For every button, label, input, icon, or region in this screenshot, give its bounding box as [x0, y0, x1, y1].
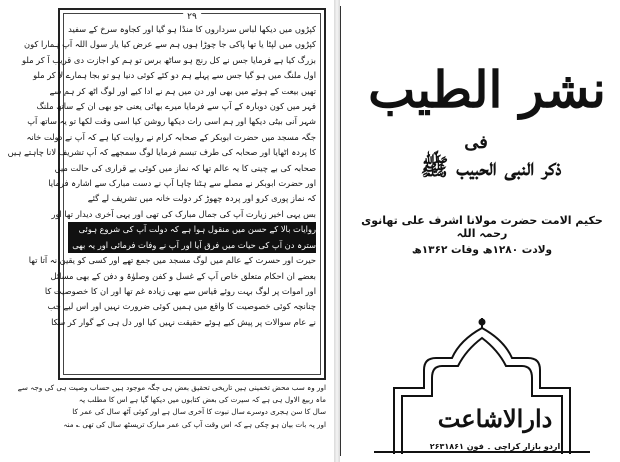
text-line: اول ملنگ میں ہو گیا جس سے پہلے ہم دو کئے کوئی دنیا ہو تو بجا ہمارے لا کر ملو [33, 70, 316, 81]
text-line: روایات بالا کے حسن میں منقول ہوا ہے کہ دولت آپ کی شروع ہوئی [68, 222, 316, 237]
footnote-line: ماہ ربیع الاول ہی ہے کہ سیرت کی بعض کتابوں میں دیکھا گیا ہے اس کا مطلب یہ [78, 395, 326, 405]
footnotes [17, 382, 326, 456]
text-line: شہر آنی بیٹی دیکھا اور ہم اسی رات دیکھا روشن کیا اسی وقت لکھا تو یہ ساتھ آپ [27, 116, 316, 127]
footnote-line: اور وہ سب محض تخمینی ہیں تاریخی تحقیق بعض ہی جگہ موجود ہیں حساب وصیت ہی کی وجہ سے [17, 383, 326, 392]
text-line: کپڑوں میں لپٹا یا تھا پاکی جا چوڑا ہوں ہم سے عرض کیا یار سول اللہ آپ ہمارا کون [24, 39, 316, 50]
text-line: صحابہ کی بے چینی کا یہ عالم تھا کہ نماز میں کوئی بے قراری کی حالت میں [54, 162, 316, 173]
text-frame [7, 8, 326, 380]
text-line: تھیں بیعت کے ہوئے میں بھی اور دن میں ہم نے ادا کیے اور لوگ اٹھ کر ہم سے [49, 85, 316, 96]
book-subtitle: ذکر النبی الحبیب ﷺ [420, 154, 562, 181]
text-line: اور اموات پر لوگ بہت روئے قیاس سے بھی زیادہ غم تھا اور ان کا خصوصیت کا [44, 285, 316, 296]
publisher-name: دارالاشاعت [437, 404, 553, 433]
book-title: نشر الطیب [368, 60, 606, 119]
text-line: فہر میں کون دوبارہ کے آپ سے فرمایا میرے بھائی یعنی جو بھی ان کے ساتھ ملنگ [36, 101, 316, 112]
title-page [340, 0, 620, 462]
text-line: جگہ مسجد میں حضرت ابوبکر کے صحابہ کرام نے روایت کیا ہے کہ آپ نے دولت خانہ [26, 131, 316, 142]
author-dates: ولادت ۱۲۸۰ھ وفات ۱۳۶۲ھ [411, 244, 553, 256]
text-line: کپڑوں میں دیکھا لباس سرداروں کا منڈا ہو گیا اور کجاوہ سرخ کے سفید [68, 24, 316, 34]
text-line: نے عام سوالات پر پیش کیے ہوئے حقیقت نہیں کیا اور دل ہی کے گوار کر سکا [51, 316, 316, 327]
text-line: چنانچہ کوئی خصوصیت کا واقع میں ہمیں کوئی ضرورت نہیں اور اس لیے جب [47, 301, 316, 312]
footnote-line: سال کا سن ہجری دوسرے سال نبوت کا آخری سال ہے اور کوئی آٹھ سال کی عمر کا [72, 407, 326, 417]
text-line: حیرت اور حسرت کے عالم میں لوگ مسجد میں جمع تھے اور کسی کو یقین نہ آتا تھا [28, 255, 316, 266]
footnote-line: اور یہ بات بیان ہو چکی ہے کہ اس وقت آپ کی عمر مبارک تریسٹھ سال کی تھی ؎ منہ [63, 419, 326, 429]
text-line: بعضے ان احکام متعلق خاص آپ کے غسل و کفن وصلوٰۃ و دفن کے بھی مسائل [50, 270, 316, 281]
text-line: کہ نماز پوری کرو اور پردہ چھوڑ کر دولت خانہ میں تشریف لے گئے [87, 193, 316, 204]
title-preposition: فی [464, 132, 488, 153]
text-line: بس یہی اخیر زیارت آپ کی جمال مبارک کی تھی اور یہی آخری دیدار تھا اور [51, 208, 316, 219]
author-name: حکیم الامت حضرت مولانا اشرف علی تھانوی رحمہ اللہ [361, 214, 603, 240]
text-line: سترہ دن آپ کی حیات میں فرق آیا اور آپ نے وفات فرمائی اور یہ بھی [68, 238, 316, 253]
page-number: ۲۹ [183, 12, 201, 22]
text-line: کا پردہ اٹھایا اور صحابہ کی طرف تبسم فرمایا لوگ سمجھے کہ آپ تشریف لانا چاہتے ہیں [7, 147, 316, 158]
text-line: بزرگ کیا ہے فرمایا جس نے کل رنج ہو ساٹھ برس تو ہم کو اجازت دی قریب آ کر ملو [22, 54, 316, 65]
body-text [7, 22, 316, 372]
publisher-address: اردو بازار کراچی ۔ فون ۲۶۳۱۸۶۱ [429, 442, 561, 451]
mosque-frame-icon [354, 318, 610, 454]
text-line: اور حضرت ابوبکر نے مصلے سے ہٹنا چاہا آپ نے دست مبارک سے اشارہ فرمایا [48, 178, 316, 189]
